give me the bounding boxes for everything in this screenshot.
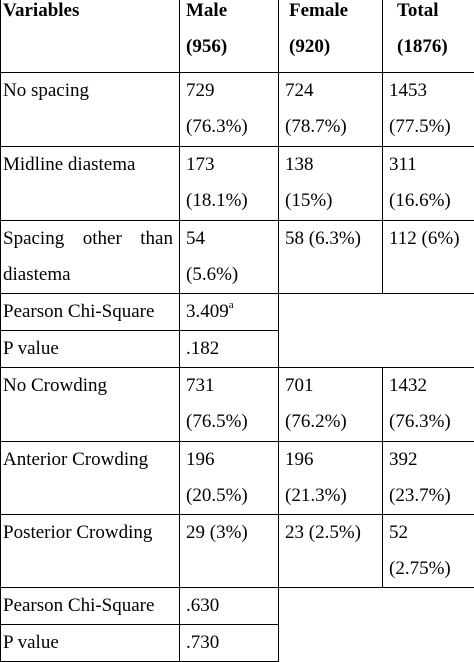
header-female — [279, 0, 383, 73]
cell-female: 196 (21.3%) — [279, 442, 383, 515]
row-label: Anterior Crowding — [1, 442, 180, 515]
chi-square-value: .630 — [180, 588, 279, 625]
cell-female: 23 (2.5%) — [279, 515, 383, 588]
header-total-label: Total — [397, 0, 474, 29]
cell-total: 1453 (77.5%) — [383, 73, 474, 147]
row-label: Spacing other than diastema — [1, 221, 180, 294]
table-row — [1, 442, 474, 515]
cell-total: 52 (2.75%) — [383, 515, 474, 588]
table-row — [1, 515, 474, 588]
p-value: .182 — [180, 331, 279, 368]
table-row — [1, 147, 474, 221]
cell-total: 112 (6%) — [383, 221, 474, 294]
p-value: .730 — [180, 625, 279, 662]
cell-female: 58 (6.3%) — [279, 221, 383, 294]
chi-square-label: Pearson Chi-Square — [1, 294, 180, 331]
row-label: Midline diastema — [1, 147, 180, 221]
cell-male: 29 (3%) — [180, 515, 279, 588]
cell-total: 392 (23.7%) — [383, 442, 474, 515]
row-label: No spacing — [1, 73, 180, 147]
row-label: Posterior Crowding — [1, 515, 180, 588]
cell-male: 729 (76.3%) — [180, 73, 279, 147]
cell-total: 1432 (76.3%) — [383, 368, 474, 442]
chi-square-label: Pearson Chi-Square — [1, 588, 180, 625]
header-total — [383, 0, 474, 73]
cell-total: 311 (16.6%) — [383, 147, 474, 221]
table-row — [1, 221, 474, 294]
cell-male: 54 (5.6%) — [180, 221, 279, 294]
table-row — [1, 294, 474, 331]
p-value-label: P value — [1, 331, 180, 368]
cell-male: 173 (18.1%) — [180, 147, 279, 221]
chi-square-value: 3.409$^a$ — [180, 294, 279, 331]
cell-male: 196 (20.5%) — [180, 442, 279, 515]
p-value-label: P value — [1, 625, 180, 662]
cell-female: 138 (15%) — [279, 147, 383, 221]
header-male — [180, 0, 279, 73]
header-female-n: (920) — [289, 29, 382, 65]
table-row — [1, 368, 474, 442]
header-total-n: (1876) — [397, 29, 474, 65]
table-row — [1, 588, 474, 625]
header-row — [1, 0, 474, 73]
cell-male: 731 (76.5%) — [180, 368, 279, 442]
header-male-label: Male — [186, 0, 278, 29]
header-variables: Variables — [1, 0, 180, 73]
empty-cell — [279, 294, 474, 368]
empty-cell — [279, 588, 474, 662]
cell-female: 701 (76.2%) — [279, 368, 383, 442]
header-female-label: Female — [289, 0, 382, 29]
header-male-n: (956) — [186, 29, 278, 65]
row-label: No Crowding — [1, 368, 180, 442]
cell-female: 724 (78.7%) — [279, 73, 383, 147]
table-row — [1, 73, 474, 147]
